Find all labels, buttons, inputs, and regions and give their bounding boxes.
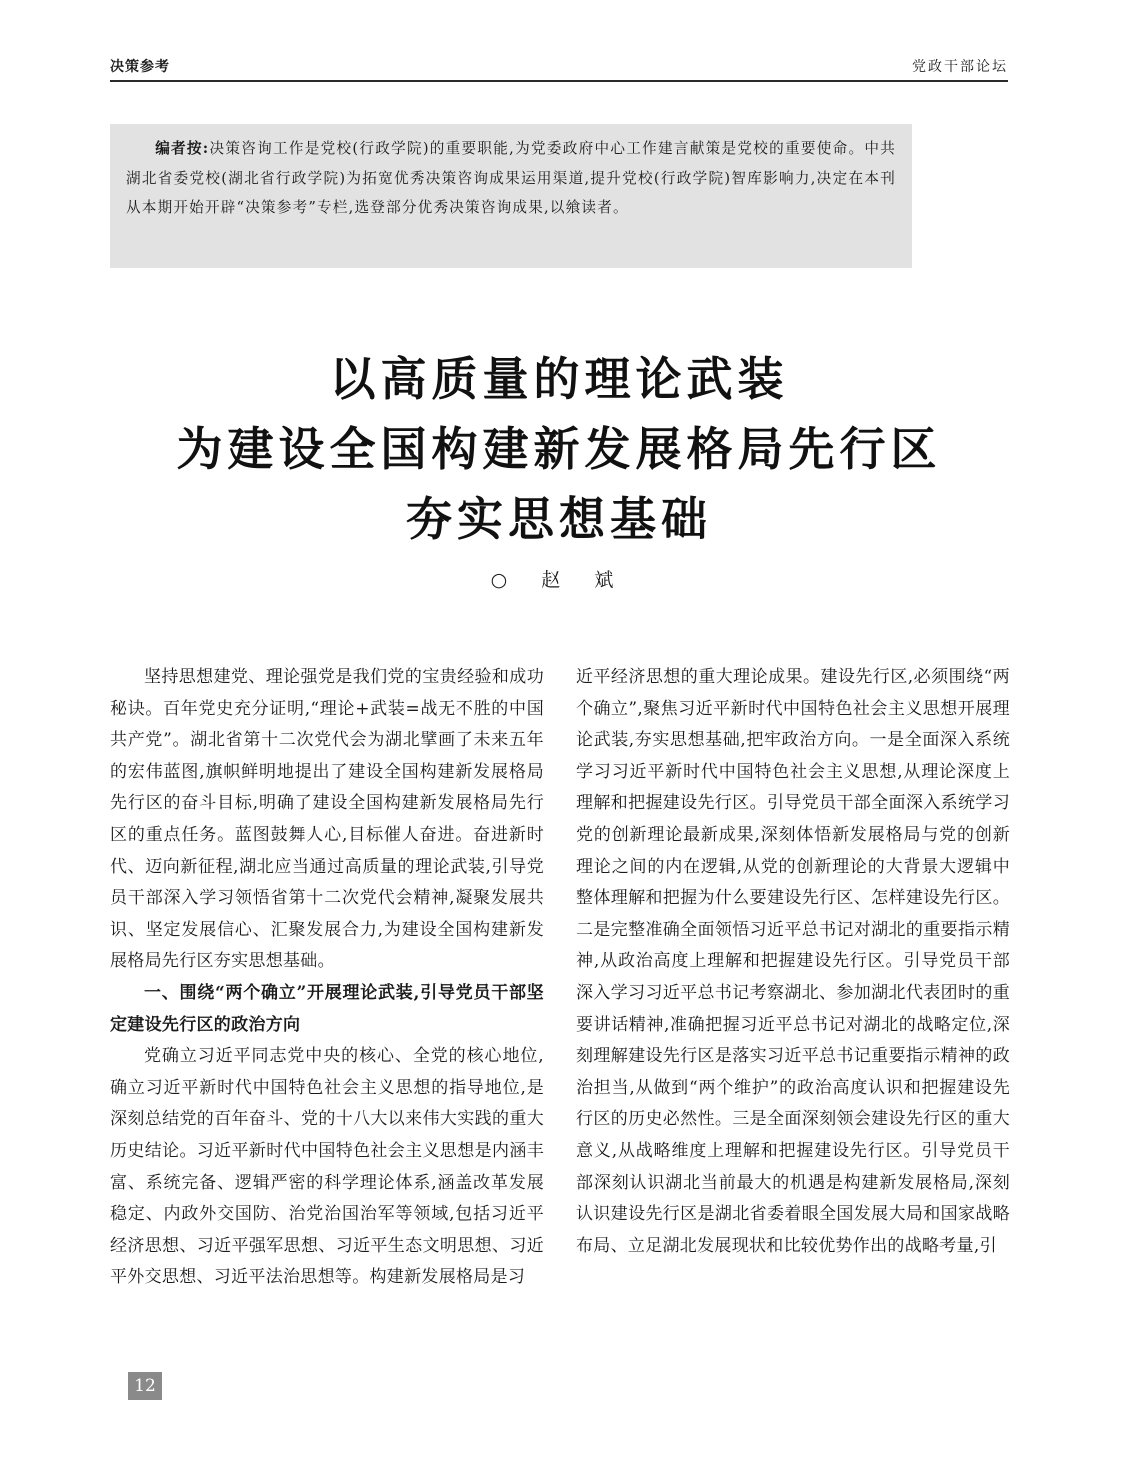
running-header [110,56,1008,82]
editor-note-text: 决策咨询工作是党校(行政学院)的重要职能,为党委政府中心工作建言献策是党校的重要使命。中共湖北省委党校(湖北省行政学院)为拓宽优秀决策咨询成果运用渠道,提升党校(行政学院)智库影响力,决定在本刊从本期开始开辟“决策参考”专栏,选登部分优秀决策咨询成果,以飨读者。 [126,140,897,216]
title-line-3: 夯实思想基础 [406,492,712,546]
page-number: 12 [128,1372,162,1400]
body-paragraph: 党确立习近平同志党中央的核心、全党的核心地位,确立习近平新时代中国特色社会主义思想的指导地位,是深刻总结党的百年奋斗、党的十八大以来伟大实践的重大历史结论。习近平新时代中国特色社会主义思想是内涵丰富、系统完备、逻辑严密的科学理论体系,涵盖改革发展稳定、内政外交国防、治党治国治军等领域,包括习近平经济思想、习近平强军思想、习近平生态文明思想、习近平外交思想、习近平法治思想等。构建新发展格局是习 [110,1046,544,1288]
body-column-right [576,662,1010,1352]
body-paragraph: 坚持思想建党、理论强党是我们党的宝贵经验和成功秘诀。百年党史充分证明,“理论+武装=战无不胜的中国共产党”。湖北省第十二次党代会为湖北擘画了未来五年的宏伟蓝图,旗帜鲜明地提出了建设全国构建新发展格局先行区的奋斗目标,明确了建设全国构建新发展格局先行区的重点任务。蓝图鼓舞人心,目标催人奋进。奋进新时代、迈向新征程,湖北应当通过高质量的理论武装,引导党员干部深入学习领悟省第十二次党代会精神,凝聚发展共识、坚定发展信心、汇聚发展合力,为建设全国构建新发展格局先行区夯实思想基础。 [110,667,544,972]
editor-note-paragraph [126,134,896,223]
title-line-2: 为建设全国构建新发展格局先行区 [176,422,942,476]
author-byline: ○ 赵 斌 [490,569,628,591]
editor-note-box [110,124,912,268]
journal-name: 党政干部论坛 [912,59,1008,75]
column-name: 决策参考 [110,59,170,75]
title-line-1: 以高质量的理论武装 [329,352,789,406]
body-column-left [110,662,544,1352]
section-heading: 一、围绕“两个确立”开展理论武装,引导党员干部坚定建设先行区的政治方向 [110,982,544,1035]
article-title [110,344,1008,554]
body-paragraph: 近平经济思想的重大理论成果。建设先行区,必须围绕“两个确立”,聚焦习近平新时代中国特色社会主义思想开展理论武装,夯实思想基础,把牢政治方向。一是全面深入系统学习习近平新时代中国特色社会主义思想,从理论深度上理解和把握建设先行区。引导党员干部全面深入系统学习党的创新理论最新成果,深刻体悟新发展格局与党的创新理论之间的内在逻辑,从党的创新理论的大背景大逻辑中整体理解和把握为什么要建设先行区、怎样建设先行区。二是完整准确全面领悟习近平总书记对湖北的重要指示精神,从政治高度上理解和把握建设先行区。引导党员干部深入学习习近平总书记考察湖北、参加湖北代表团时的重要讲话精神,准确把握习近平总书记对湖北的战略定位,深刻理解建设先行区是落实习近平总书记重要指示精神的政治担当,从做到“两个维护”的政治高度认识和把握建设先行区的历史必然性。三是全面深刻领会建设先行区的重大意义,从战略维度上理解和把握建设先行区。引导党员干部深刻认识湖北当前最大的机遇是构建新发展格局,深刻认识建设先行区是湖北省委着眼全国发展大局和国家战略布局、立足湖北发展现状和比较优势作出的战略考量,引 [576,667,1010,1256]
editor-note-label: 编者按: [155,140,210,157]
